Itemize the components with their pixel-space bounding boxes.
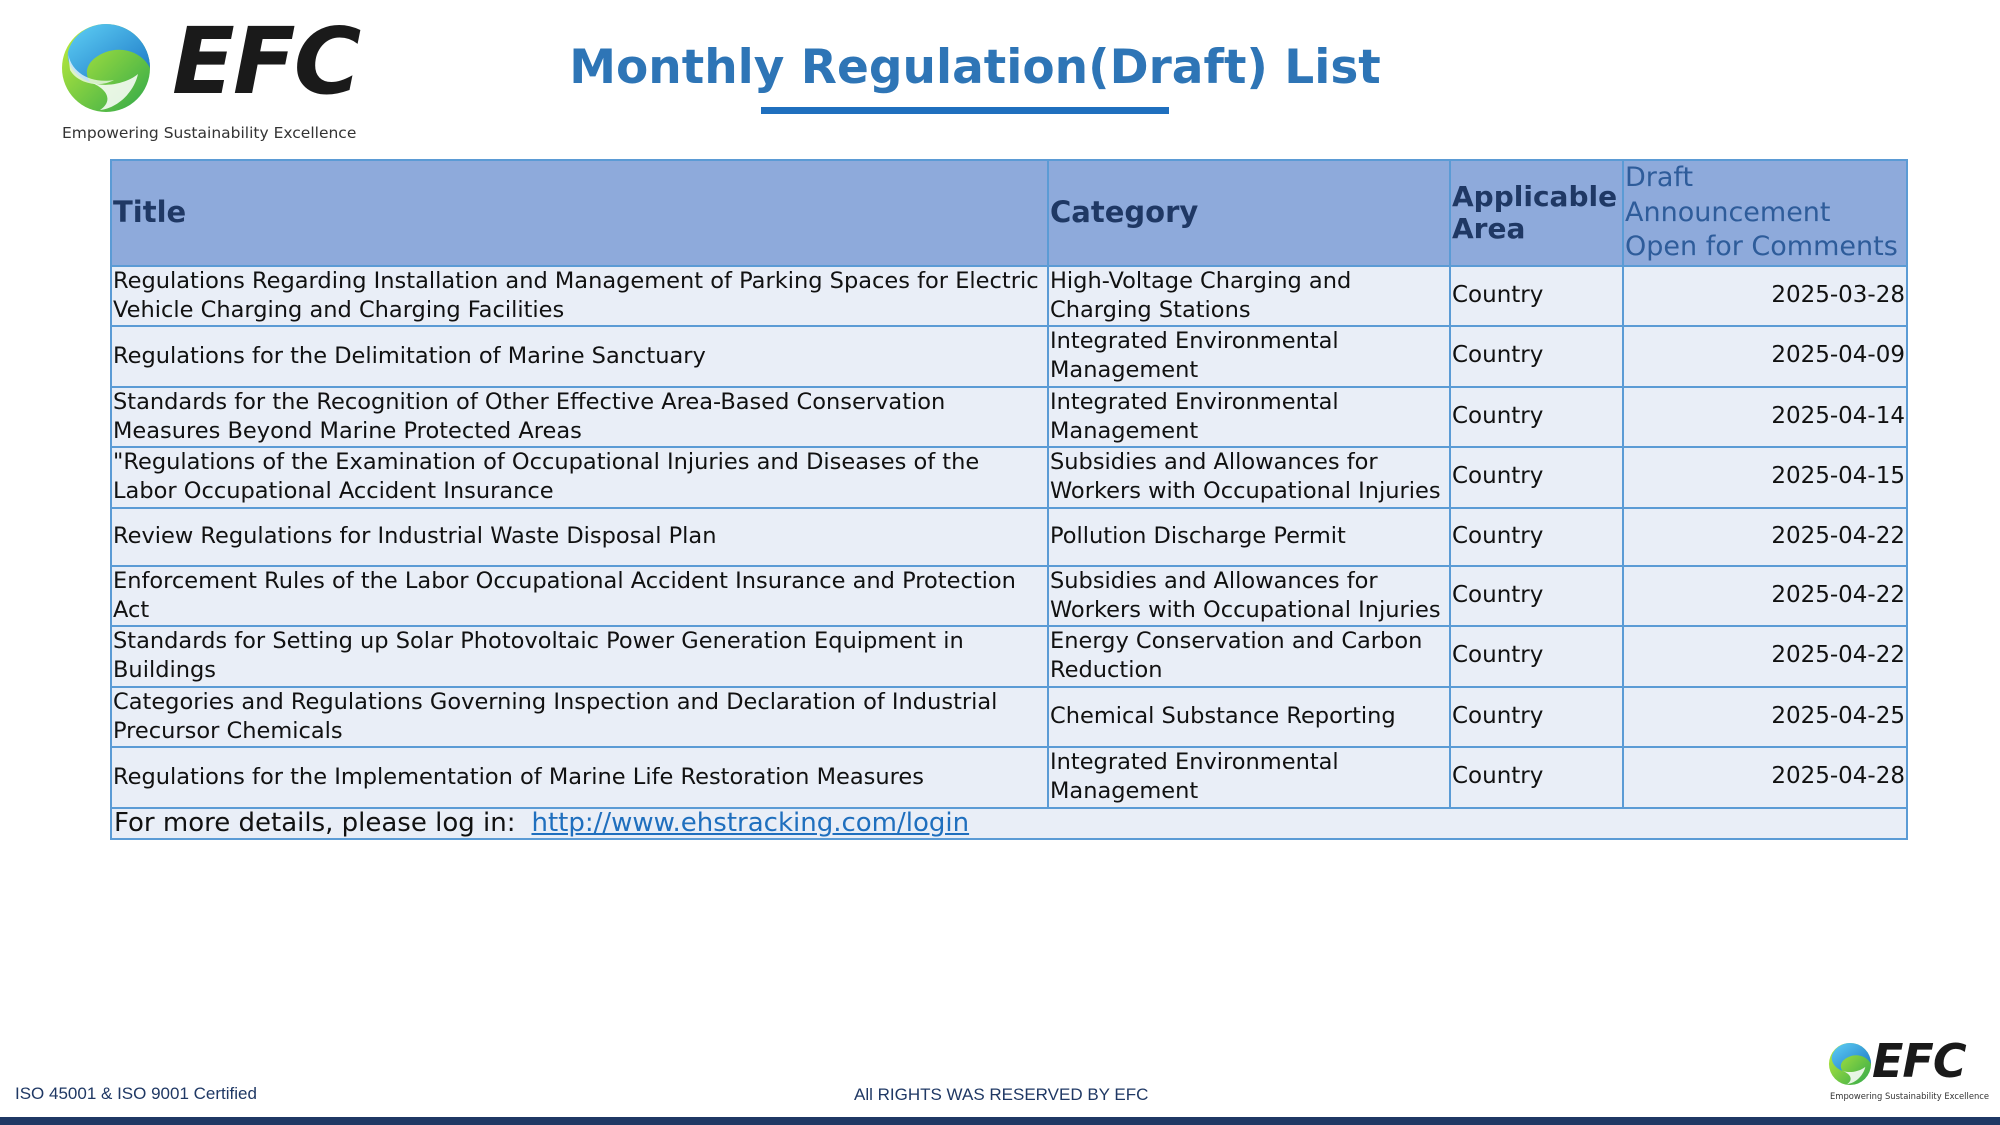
footer-logo-tagline: Empowering Sustainability Excellence — [1830, 1091, 1990, 1101]
page-title: Monthly Regulation(Draft) List — [569, 40, 1381, 95]
header-applicable-area — [1450, 160, 1623, 266]
table-row — [111, 387, 1907, 448]
login-link[interactable]: http://www.ehstracking.com/login — [531, 807, 970, 838]
row-date: 2025-04-22 — [1623, 508, 1907, 566]
table-row — [111, 447, 1907, 508]
globe-swoosh-icon — [60, 22, 152, 114]
table-footer-row — [111, 808, 1907, 839]
certification-text: ISO 45001 & ISO 9001 Certified — [15, 1084, 257, 1103]
table-row — [111, 626, 1907, 687]
table-row — [111, 687, 1907, 748]
row-title: Regulations for the Implementation of Marine Life Restoration Measures — [111, 747, 1048, 808]
footer-bar — [0, 1117, 2000, 1125]
header-date-line2: Open for Comments — [1625, 231, 1898, 263]
row-area: Country — [1450, 387, 1623, 448]
logo-wordmark: EFC — [172, 8, 360, 115]
header-category-label: Category — [1050, 195, 1199, 230]
row-category: Pollution Discharge Permit — [1048, 508, 1450, 566]
row-title: Categories and Regulations Governing Inspection and Declaration of Industrial Precursor Chemicals — [111, 687, 1048, 748]
row-date: 2025-03-28 — [1623, 266, 1907, 327]
row-category: Chemical Substance Reporting — [1048, 687, 1450, 748]
logo-tagline: Empowering Sustainability Excellence — [62, 124, 357, 142]
company-logo — [60, 8, 380, 152]
row-area: Country — [1450, 447, 1623, 508]
regulation-table — [110, 159, 1908, 840]
footer-logo — [1828, 1034, 1990, 1104]
row-date: 2025-04-28 — [1623, 747, 1907, 808]
row-date: 2025-04-15 — [1623, 447, 1907, 508]
row-date: 2025-04-25 — [1623, 687, 1907, 748]
header-title-label: Title — [113, 195, 187, 230]
row-area: Country — [1450, 687, 1623, 748]
header-category — [1048, 160, 1450, 266]
footer-logo-wordmark: EFC — [1872, 1034, 1966, 1088]
header-draft-date — [1623, 160, 1907, 266]
row-title: "Regulations of the Examination of Occupational Injuries and Diseases of the Labor Occupational Accident Insurance — [111, 447, 1048, 508]
table-header-row — [111, 160, 1907, 266]
globe-swoosh-icon — [1828, 1042, 1872, 1086]
row-area: Country — [1450, 566, 1623, 627]
row-category: Subsidies and Allowances for Workers with Occupational Injuries — [1048, 447, 1450, 508]
title-underline — [761, 107, 1169, 114]
row-title: Standards for Setting up Solar Photovoltaic Power Generation Equipment in Buildings — [111, 626, 1048, 687]
login-note — [111, 808, 1907, 839]
row-area: Country — [1450, 508, 1623, 566]
row-category: Integrated Environmental Management — [1048, 387, 1450, 448]
row-category: High-Voltage Charging and Charging Stations — [1048, 266, 1450, 327]
row-date: 2025-04-22 — [1623, 566, 1907, 627]
table-row — [111, 508, 1907, 566]
row-area: Country — [1450, 626, 1623, 687]
table-row — [111, 266, 1907, 327]
row-category: Energy Conservation and Carbon Reduction — [1048, 626, 1450, 687]
table-row — [111, 566, 1907, 627]
row-date: 2025-04-09 — [1623, 326, 1907, 387]
header-area-line2: Area — [1452, 211, 1526, 245]
table-row — [111, 747, 1907, 808]
row-date: 2025-04-14 — [1623, 387, 1907, 448]
row-title: Regulations for the Delimitation of Marine Sanctuary — [111, 326, 1048, 387]
row-area: Country — [1450, 326, 1623, 387]
row-date: 2025-04-22 — [1623, 626, 1907, 687]
row-title: Review Regulations for Industrial Waste Disposal Plan — [111, 508, 1048, 566]
row-category: Integrated Environmental Management — [1048, 326, 1450, 387]
row-category: Integrated Environmental Management — [1048, 747, 1450, 808]
login-note-text: For more details, please log in: — [114, 807, 516, 838]
table-row — [111, 326, 1907, 387]
header-title — [111, 160, 1048, 266]
row-category: Subsidies and Allowances for Workers with Occupational Injuries — [1048, 566, 1450, 627]
header-date-line1: Draft Announcement — [1625, 162, 1831, 228]
row-area: Country — [1450, 747, 1623, 808]
row-title: Regulations Regarding Installation and Management of Parking Spaces for Electric Vehicle Charging and Charging Facilities — [111, 266, 1048, 327]
copyright-text: All RIGHTS WAS RESERVED BY EFC — [854, 1085, 1149, 1104]
row-area: Country — [1450, 266, 1623, 327]
header-area-line1: Applicable — [1452, 179, 1618, 213]
row-title: Standards for the Recognition of Other Effective Area-Based Conservation Measures Beyond Marine Protected Areas — [111, 387, 1048, 448]
row-title: Enforcement Rules of the Labor Occupational Accident Insurance and Protection Act — [111, 566, 1048, 627]
